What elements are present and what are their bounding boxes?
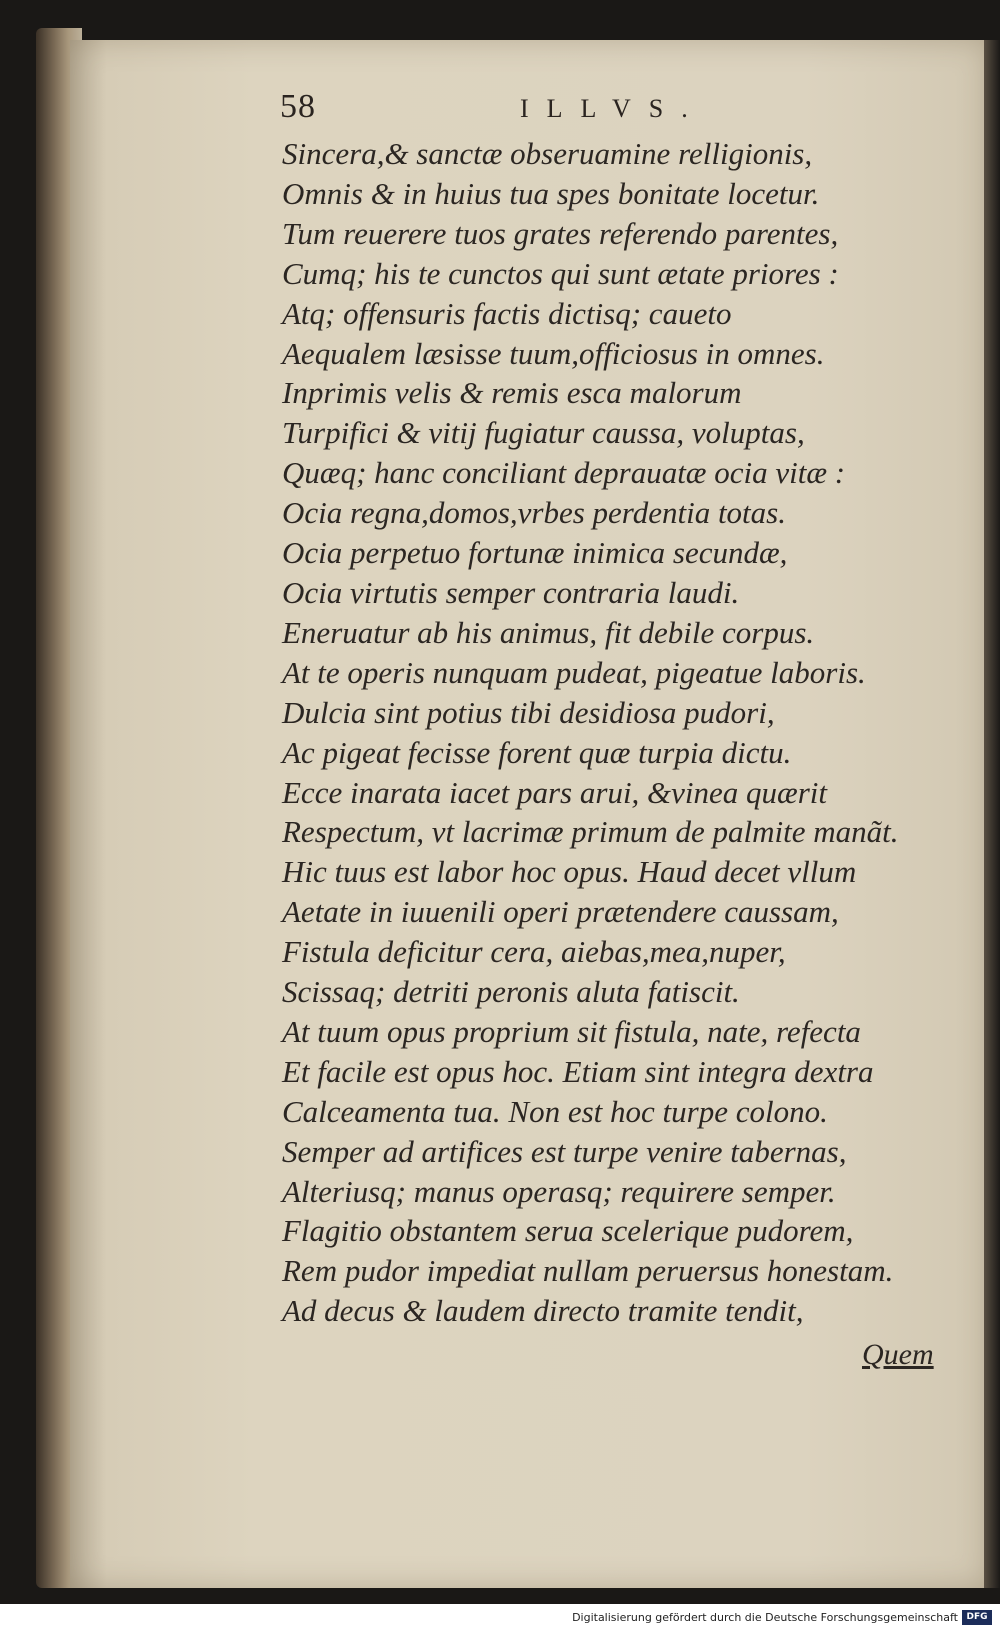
- verse-line: Scissaq; detriti peronis aluta fatiscit.: [282, 974, 740, 1010]
- catchword: Quem: [862, 1338, 934, 1371]
- funding-credit: Digitalisierung gefördert durch die Deutsche Forschungsgemeinschaft: [572, 1611, 958, 1624]
- verse-line: Turpifici & vitij fugiatur caussa, voluptas,: [282, 415, 805, 451]
- verse-line: Dulcia sint potius tibi desidiosa pudori,: [282, 694, 775, 730]
- verse-line: At tuum opus proprium sit fistula, nate, refecta: [282, 1013, 861, 1049]
- digitization-footer: [0, 1604, 1000, 1632]
- verse-line: Omnis & in huius tua spes bonitate locetur.: [282, 175, 820, 211]
- verse-text: [282, 134, 962, 1331]
- running-head: [280, 88, 930, 132]
- verse-line: Calceamenta tua. Non est hoc turpe colono.: [282, 1093, 828, 1129]
- verse-line: Alteriusq; manus operasq; requirere semper.: [282, 1173, 836, 1209]
- verse-line: Sincera,& sanctæ obseruamine relligionis,: [282, 136, 813, 171]
- verse-line: Eneruatur ab his animus, fit debile corpus.: [282, 614, 815, 650]
- verse-line: Ocia perpetuo fortunæ inimica secundæ,: [282, 535, 788, 571]
- verse-line: Aequalem læsisse tuum,officiosus in omnes.: [282, 335, 825, 371]
- verse-line: Ecce inarata iacet pars arui, &vinea quærit: [282, 774, 828, 810]
- verse-line: Et facile est opus hoc. Etiam sint integra dextra: [282, 1053, 874, 1089]
- verse-line: Flagitio obstantem serua scelerique pudorem,: [282, 1213, 854, 1249]
- verse-line: Tum reuerere tuos grates referendo parentes,: [282, 215, 839, 251]
- verse-line: Fistula deficitur cera, aiebas,mea,nuper,: [282, 934, 786, 970]
- dfg-logo: DFG: [962, 1610, 992, 1625]
- verse-line: Atq; offensuris factis dictisq; caueto: [282, 295, 732, 331]
- page-number: 58: [280, 88, 316, 125]
- verse-line: Rem pudor impediat nullam peruersus honestam.: [282, 1253, 894, 1289]
- verse-line: Inprimis velis & remis esca malorum: [282, 375, 742, 411]
- verse-line: Respectum, vt lacrimæ primum de palmite manãt.: [282, 814, 899, 850]
- verse-line: At te operis nunquam pudeat, pigeatue laboris.: [282, 654, 866, 690]
- page-edge-shadow: [984, 40, 1000, 1588]
- verse-line: Aetate in iuuenili operi prætendere caussam,: [282, 894, 839, 930]
- verse-line: Ocia virtutis semper contraria laudi.: [282, 574, 740, 610]
- verse-line: Ac pigeat fecisse forent quæ turpia dictu.: [282, 734, 792, 770]
- verse-line: Ocia regna,domos,vrbes perdentia totas.: [282, 495, 786, 531]
- verse-line: Ad decus & laudem directo tramite tendit,: [282, 1293, 804, 1329]
- verse-line: Semper ad artifices est turpe venire tabernas,: [282, 1133, 847, 1169]
- verse-line: Quæq; hanc conciliant deprauatæ ocia vitæ :: [282, 455, 846, 491]
- verse-line: Cumq; his te cunctos qui sunt ætate priores :: [282, 255, 839, 291]
- running-title: ILLVS.: [520, 94, 706, 123]
- verse-line: Hic tuus est labor hoc opus. Haud decet vllum: [282, 854, 857, 890]
